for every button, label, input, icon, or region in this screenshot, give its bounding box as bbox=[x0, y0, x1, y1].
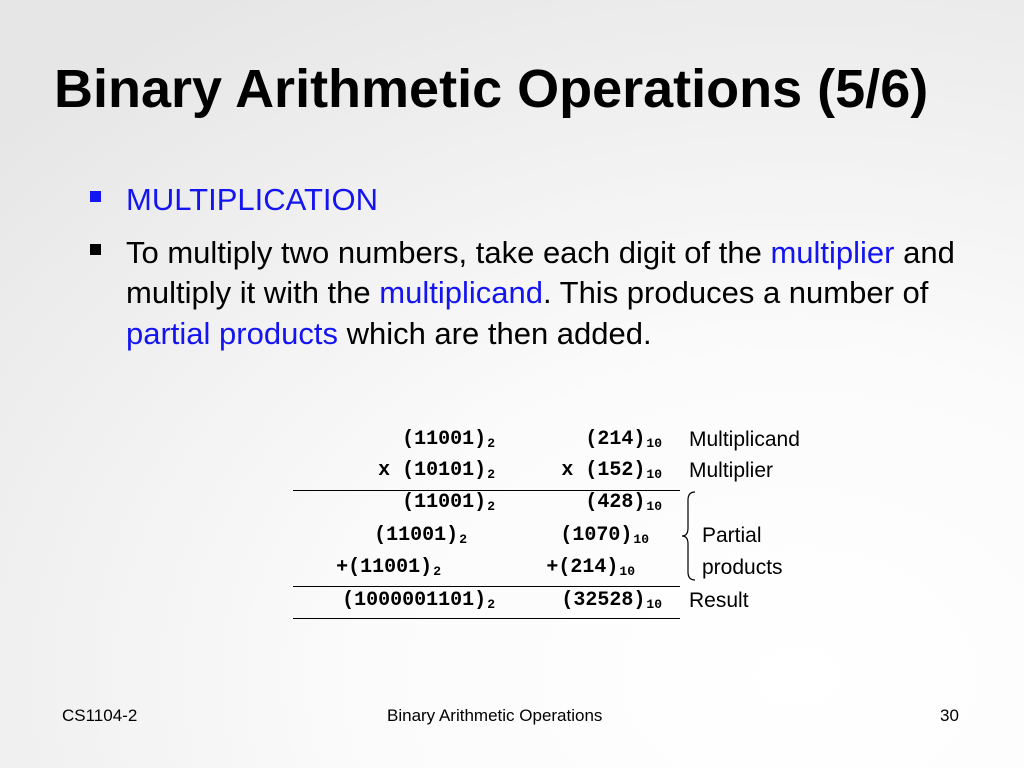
bullet-text-segment: . This produces a number of bbox=[542, 275, 929, 310]
base-subscript: 10 bbox=[619, 564, 635, 579]
footer-page-number: 30 bbox=[940, 706, 959, 725]
bullet-text-segment: and multiply it with the bbox=[126, 234, 955, 310]
bullet-text-segment: which are then added. bbox=[337, 315, 652, 351]
sum-divider-line bbox=[293, 618, 680, 619]
bullet-list bbox=[90, 180, 970, 354]
curly-brace-icon bbox=[680, 490, 700, 582]
label-partial-products-line1: Partial bbox=[702, 524, 762, 547]
label-partial-products-line2: products bbox=[702, 556, 783, 579]
term-multiplier: multiplier bbox=[770, 234, 895, 270]
bullet-text-segment: To multiply two numbers, take each digit of the bbox=[126, 234, 771, 270]
base-subscript: 2 bbox=[487, 499, 495, 514]
base-subscript: 2 bbox=[487, 436, 495, 451]
multiply-operator: x bbox=[561, 459, 574, 482]
footer-course-code: CS1104-2 bbox=[62, 706, 138, 725]
base-subscript: 10 bbox=[646, 499, 662, 514]
plus-operator: + bbox=[546, 556, 559, 579]
footer-title: Binary Arithmetic Operations bbox=[387, 706, 603, 725]
bullet-multiplication bbox=[90, 180, 970, 221]
sum-divider-line bbox=[293, 586, 680, 587]
bullet-text bbox=[126, 233, 970, 355]
label-result: Result bbox=[689, 589, 749, 612]
decimal-multiplicand: $(214)_{10}$ bbox=[585, 428, 662, 451]
label-multiplier: Multiplier bbox=[689, 459, 774, 482]
binary-partial-product: $(11001)_2$ bbox=[402, 491, 495, 514]
term-partial-products: partial products bbox=[126, 315, 338, 351]
term-multiplicand: multiplicand bbox=[379, 275, 543, 310]
binary-partial-product: $+(11001)_2$ bbox=[336, 556, 441, 579]
decimal-partial-product: $(1070)_{10}$ bbox=[560, 524, 649, 547]
decimal-multiplier: x $(152)_{10}$ bbox=[561, 459, 662, 482]
base-subscript: 10 bbox=[633, 532, 649, 547]
binary-multiplicand: $(11001)_2$ bbox=[402, 428, 495, 451]
slide-title: Binary Arithmetic Operations (5/6) bbox=[54, 59, 929, 119]
label-multiplicand: Multiplicand bbox=[689, 428, 800, 451]
bullet-square-icon bbox=[90, 180, 126, 221]
binary-result: $(1000001101)_2$ bbox=[342, 589, 495, 612]
bullet-text bbox=[126, 180, 970, 221]
bullet-explanation bbox=[90, 233, 970, 355]
multiply-operator: x bbox=[378, 459, 391, 482]
bullet-text-segment: MULTIPLICATION bbox=[126, 182, 379, 217]
base-subscript: 10 bbox=[646, 436, 662, 451]
base-subscript: 2 bbox=[433, 564, 441, 579]
sum-divider-line bbox=[293, 490, 680, 491]
base-subscript: 2 bbox=[459, 532, 467, 547]
base-subscript: 10 bbox=[646, 467, 662, 482]
bullet-square-icon bbox=[90, 233, 126, 355]
decimal-result: $(32528)_{10}$ bbox=[561, 589, 662, 612]
base-subscript: 10 bbox=[646, 597, 662, 612]
base-subscript: 2 bbox=[487, 597, 495, 612]
plus-operator: + bbox=[336, 556, 349, 579]
binary-multiplier: x $(10101)_2$ bbox=[378, 459, 495, 482]
decimal-partial-product: $(428)_{10}$ bbox=[585, 491, 662, 514]
binary-partial-product: $(11001)_2$ bbox=[374, 524, 467, 547]
base-subscript: 2 bbox=[487, 467, 495, 482]
decimal-partial-product: $+(214)_{10}$ bbox=[546, 556, 635, 579]
